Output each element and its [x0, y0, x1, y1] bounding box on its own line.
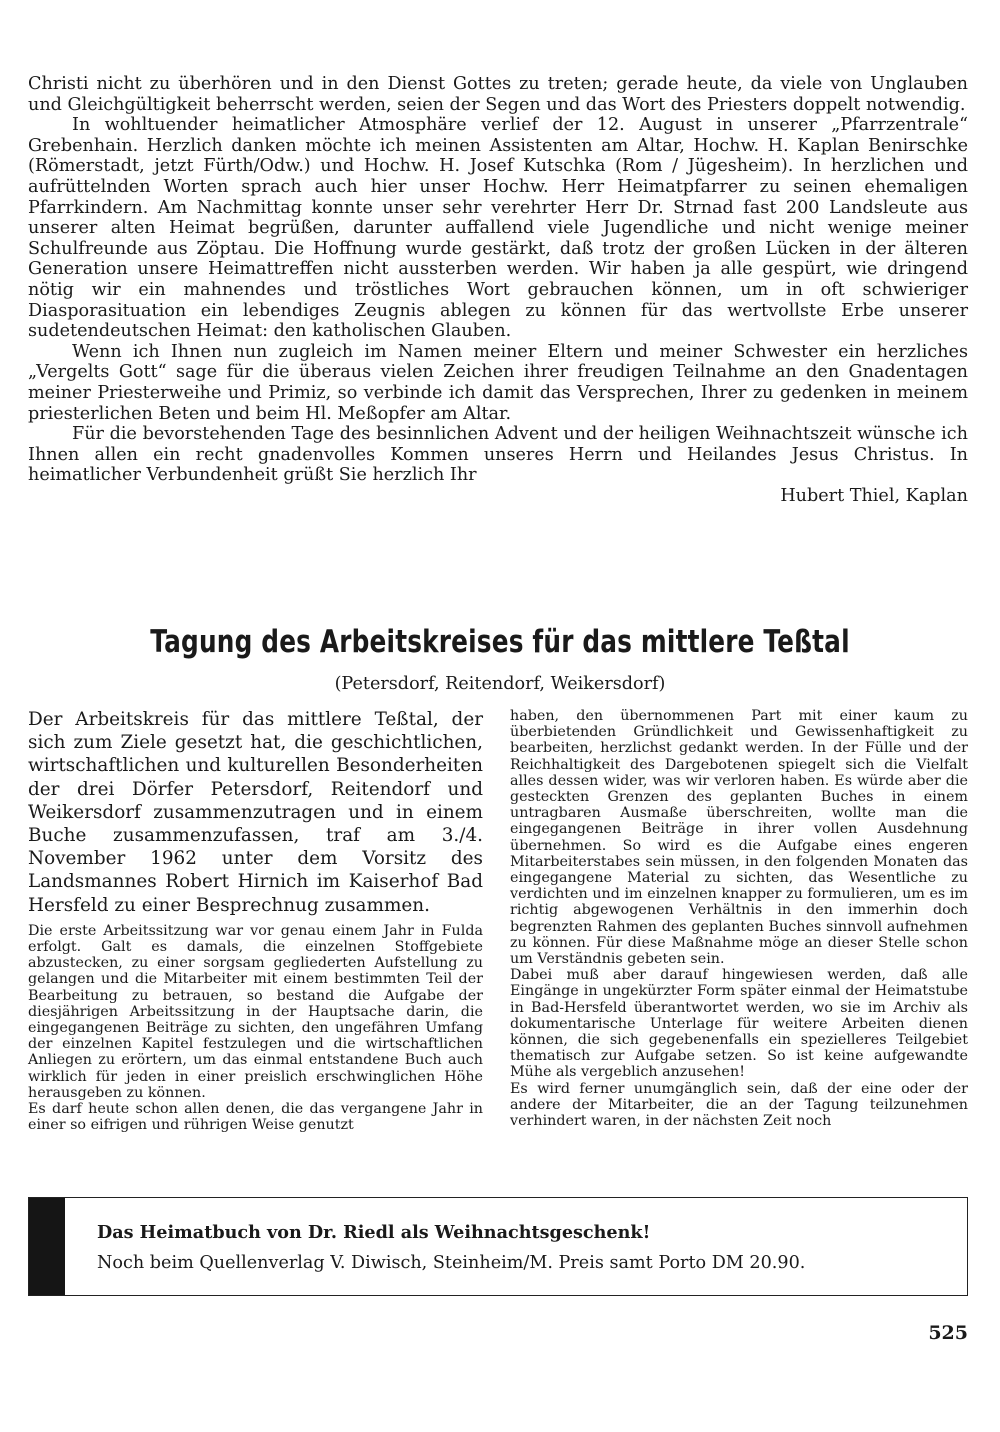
letter-continuation	[28, 74, 968, 506]
article-paragraph: Es wird ferner unumgänglich sein, daß der eine oder der andere der Mitarbeiter, die an der Tagung teilzunehmen verhindert waren, in der nächsten Zeit noch	[510, 1080, 968, 1130]
article-column-left	[28, 708, 483, 1133]
advertisement-box	[28, 1197, 968, 1296]
intro-paragraph: Für die bevorstehenden Tage des besinnlichen Advent und der heiligen Weihnachtszeit wünsche ich Ihnen allen ein recht gnadenvolles Kommen unseres Herrn und Heilandes Jesus Christus. In heimatlicher Verbundenheit grüßt Sie herzlich Ihr	[28, 424, 968, 486]
advertisement-title: Das Heimatbuch von Dr. Riedl als Weihnachtsgeschenk!	[97, 1222, 651, 1243]
article-paragraph: Die erste Arbeitssitzung war vor genau einem Jahr in Fulda erfolgt. Galt es damals, die einzelnen Stoffgebiete abzustecken, zu einer sorgsam gegliederten Aufstellung zu gelangen und die Mitarbeiter mit einem bestimmten Teil der Bearbeitung zu betrauen, so bestand die Aufgabe der diesjährigen Arbeitssitzung in der Hauptsache darin, die eingegangenen Beiträge zu sichten, den ungefähren Umfang der einzelnen Kapitel festzulegen und die wirtschaftlichen Anliegen zu erörtern, um das einmal entstandene Buch auch wirklich für jeden in einer preislich erschwinglichen Höhe herausgeben zu können.	[28, 922, 483, 1101]
letter-signature: Hubert Thiel, Kaplan	[780, 485, 968, 506]
article-subheadline: (Petersdorf, Reitendorf, Weikersdorf)	[334, 674, 666, 694]
article-lead: Der Arbeitskreis für das mittlere Teßtal, der sich zum Ziele gesetzt hat, die geschichtlichen, wirtschaftlichen und kulturellen Besonderheiten der drei Dörfer Petersdorf, Reitendorf und Weikersdorf zusammenzutragen und in einem Buche zusammenzufassen, traf am 3./4. November 1962 unter dem Vorsitz des Landsmannes Robert Hirnich im Kaiserhof Bad Hersfeld zu einer Besprechnug zusammen.	[28, 709, 483, 916]
advertisement-side-bar	[29, 1198, 65, 1295]
article-paragraph: Dabei muß aber darauf hingewiesen werden, daß alle Eingänge in ungekürzter Form später einmal der Heimatstube in Bad-Hersfeld überantwortet werden, wo sie im Archiv als dokumentarische Unterlage für weitere Arbeiten dienen können, die sich gegebenenfalls ein spezielleres Teilgebiet thematisch zur Aufgabe setzen. So ist keine aufgewandte Mühe als vergeblich anzusehen!	[510, 967, 968, 1081]
article-paragraph: haben, den übernommenen Part mit einer kaum zu überbietenden Gründlichkeit und Gewissenhaftigkeit zu bearbeiten, herzlichst gedankt werden. In der Fülle und der Reichhaltigkeit des Dargebotenen spiegelt sich die Vielfalt alles dessen wider, was wir verloren haben. Es würde aber die gesteckten Grenzen des geplanten Buches in einem untragbaren Ausmaße überschreiten, wollte man die eingegangenen Beiträge in ihrer vollen Ausdehnung übernehmen. So wird es die Aufgabe eines engeren Mitarbeiterstabes sein müssen, in den folgenden Monaten das eingegangene Material zu sichten, das Wesentliche zu verdichten und im einzelnen knapper zu formulieren, um es im richtig abgewogenen Verhältnis in den immerhin doch begrenzten Rahmen des geplanten Buches sinnvoll aufnehmen zu können. Für diese Maßnahme möge an dieser Stelle schon um Verständnis gebeten sein.	[510, 708, 968, 968]
page-number: 525	[928, 1322, 968, 1344]
advertisement-details: Noch beim Quellenverlag V. Diwisch, Steinheim/M. Preis samt Porto DM 20.90.	[97, 1253, 806, 1273]
article-paragraph: Es darf heute schon allen denen, die das vergangene Jahr in einer so eifrigen und rührigen Weise genutzt	[28, 1101, 483, 1134]
intro-paragraph: Wenn ich Ihnen nun zugleich im Namen meiner Eltern und meiner Schwester ein herzliches „Vergelts Gott“ sage für die überaus vielen Zeichen ihrer freudigen Teilnahme an den Gnadentagen meiner Priesterweihe und Primiz, so verbinde ich damit das Versprechen, Ihrer zu gedenken in meinem priesterlichen Beten und beim Hl. Meßopfer am Altar.	[28, 341, 968, 424]
article-headline: Tagung des Arbeitskreises für das mittlere Teßtal	[150, 624, 850, 660]
intro-paragraph: In wohltuender heimatlicher Atmosphäre verlief der 12. August in unserer „Pfarrzentrale“ Grebenhain. Herzlich danken möchte ich meinen Assistenten am Altar, Hochw. H. Kaplan Benirschke (Römerstadt, jetzt Fürth/Odw.) und Hochw. H. Josef Kutschka (Rom / Jügesheim). In herzlichen und aufrüttelnden Worten sprach auch hier unser Hochw. Herr Heimatpfarrer zu seinen ehemaligen Pfarrkindern. Am Nachmittag konnte unser sehr verehrter Herr Dr. Strnad fast 200 Landsleute aus unserer alten Heimat begrüßen, darunter auffallend viele Jugendliche und nicht wenige meiner Schulfreunde aus Zöptau. Die Hoffnung wurde gestärkt, daß trotz der großen Lücken in der älteren Generation unsere Heimattreffen nicht aussterben werden. Wir haben ja alle gespürt, wie dringend nötig wir ein mahnendes und tröstliches Wort gebrauchen können, um in oft schwieriger Diasporasituation ein lebendiges Zeugnis ablegen zu können für das wertvollste Erbe unserer sudetendeutschen Heimat: den katholischen Glauben.	[28, 115, 968, 342]
article-column-right	[510, 708, 968, 1129]
intro-paragraph: Christi nicht zu überhören und in den Dienst Gottes zu treten; gerade heute, da viele von Unglauben und Gleichgültigkeit beherrscht werden, seien der Segen und das Wort des Priesters doppelt notwendig.	[28, 74, 968, 115]
